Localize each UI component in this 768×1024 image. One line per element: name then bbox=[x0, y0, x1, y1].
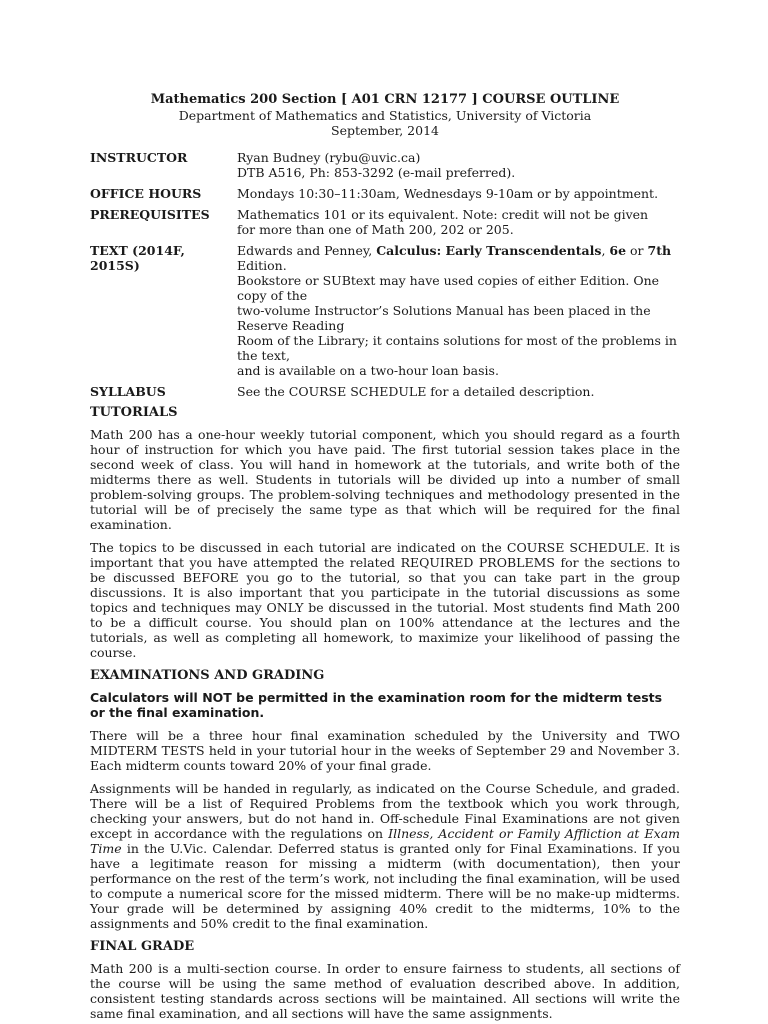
instructor-office: DTB A516, Ph: 853-3292 (e-mail preferred). bbox=[237, 165, 516, 180]
office-hours-value bbox=[237, 186, 680, 201]
exams-paragraph-2 bbox=[90, 781, 680, 931]
tutorials-paragraph-1: Math 200 has a one-hour weekly tutorial component, which you should regard as a fourth hour of instruction for which you have paid. The first tutorial session takes place in the second week of class. You will hand in homework at the tutorials, and write both of the midterms there as well. Students in tutorials will be divided up into a number of small problem-solving groups. The problem-solving techniques and methodology presented in the tutorial will be of precisely the same type as that which will be required for the final examination. bbox=[90, 427, 680, 532]
illness-regulation-title: Illness, Accident or Family Affliction at Exam Time bbox=[90, 826, 680, 856]
text-line4: Room of the Library; it contains solutions for most of the problems in the text, bbox=[237, 333, 677, 363]
exams-paragraph-2-end: in the U.Vic. Calendar. Deferred status is granted only for Final Examinations. If you have a legitimate reason for missing a midterm (with documentation), then your performance on the rest of the term’s work, not including the final examination, will be used to compute a numerical score for the missed midterm. There will be no make-up midterms. Your grade will be determined by assigning 40% credit to the midterms, 10% to the assignments and 50% credit to the final examination. bbox=[90, 841, 680, 931]
document-header bbox=[90, 92, 680, 138]
tutorials-paragraph-2: The topics to be discussed in each tutorial are indicated on the COURSE SCHEDULE. It is important that you have attempted the related REQUIRED PROBLEMS for the sections to be discussed BEFORE you go to the tutorial, so that you can take part in the group discussions. It is also important that you participate in the tutorial discussions as some topics and techniques may ONLY be discussed in the tutorial. Most students find Math 200 to be a difficult course. You should plan on 100% attendance at the lectures and the tutorials, as well as completing all homework, to maximize your likelihood of passing the course. bbox=[90, 540, 680, 660]
textbook-edition-word: Edition. bbox=[237, 258, 287, 273]
textbook-or: or bbox=[626, 243, 648, 258]
final-grade-paragraph: Math 200 is a multi-section course. In order to ensure fairness to students, all sections of the course will be using the same method of evaluation described above. In addition, consistent testing standards across sections will be maintained. All sections will write the same final examination, and all sections will have the same assignments. bbox=[90, 961, 680, 1021]
textbook-sep: , bbox=[601, 243, 610, 258]
text-line2: Bookstore or SUBtext may have used copies of either Edition. One copy of the bbox=[237, 273, 660, 303]
text-line3: two-volume Instructor’s Solutions Manual has been placed in the Reserve Reading bbox=[237, 303, 651, 333]
tutorials-heading: TUTORIALS bbox=[90, 405, 178, 420]
department-line: Department of Mathematics and Statistics, University of Victoria bbox=[178, 108, 592, 123]
exams-paragraph-1: There will be a three hour final examination scheduled by the University and TWO MIDTERM TESTS held in your tutorial hour in the weeks of September 29 and November 3. Each midterm counts toward 20% of your final grade. bbox=[90, 728, 680, 773]
final-grade-heading: FINAL GRADE bbox=[90, 939, 195, 954]
textbook-edition-6e: 6e bbox=[609, 243, 627, 258]
syllabus-text: See the COURSE SCHEDULE for a detailed description. bbox=[237, 384, 595, 399]
office-hours-row bbox=[90, 186, 680, 201]
text-label: TEXT (2014F, 2015S) bbox=[90, 243, 185, 273]
instructor-row bbox=[90, 150, 680, 180]
syllabus-row bbox=[90, 384, 680, 399]
date-line: September, 2014 bbox=[331, 123, 439, 138]
office-hours-text: Mondays 10:30–11:30am, Wednesdays 9-10am or by appointment. bbox=[237, 186, 659, 201]
instructor-name: Ryan Budney (rybu@uvic.ca) bbox=[237, 150, 421, 165]
prerequisites-line1: Mathematics 101 or its equivalent. Note: credit will not be given bbox=[237, 207, 649, 222]
text-row bbox=[90, 243, 680, 378]
prerequisites-value bbox=[237, 207, 680, 237]
textbook-title: Calculus: Early Transcendentals bbox=[376, 243, 602, 258]
exams-paragraph-2-start: Assignments will be handed in regularly, as indicated on the Course Schedule, and graded. There will be a list of Required Problems from the textbook which you work through, checking your answers, but do not hand in. Off-schedule Final Examinations are not given except in accordance with the regulations on bbox=[90, 781, 680, 841]
course-title: Mathematics 200 Section [ A01 CRN 12177 ] COURSE OUTLINE bbox=[150, 92, 620, 107]
text-line5: and is available on a two-hour loan basis. bbox=[237, 363, 499, 378]
textbook-line bbox=[237, 243, 680, 273]
office-hours-label: OFFICE HOURS bbox=[90, 186, 202, 201]
prerequisites-row bbox=[90, 207, 680, 237]
textbook-authors: Edwards and Penney, bbox=[237, 243, 377, 258]
text-value bbox=[237, 243, 680, 378]
exams-heading: EXAMINATIONS AND GRADING bbox=[90, 668, 325, 683]
textbook-edition-7th: 7th bbox=[647, 243, 672, 258]
prerequisites-label: PREREQUISITES bbox=[90, 207, 210, 222]
instructor-value bbox=[237, 150, 680, 180]
calculator-warning: Calculators will NOT be permitted in the examination room for the midterm tests or the final examination. bbox=[90, 690, 663, 720]
prerequisites-line2: for more than one of Math 200, 202 or 205. bbox=[237, 222, 514, 237]
instructor-label: INSTRUCTOR bbox=[90, 150, 188, 165]
syllabus-label: SYLLABUS bbox=[90, 384, 166, 399]
syllabus-value bbox=[237, 384, 680, 399]
